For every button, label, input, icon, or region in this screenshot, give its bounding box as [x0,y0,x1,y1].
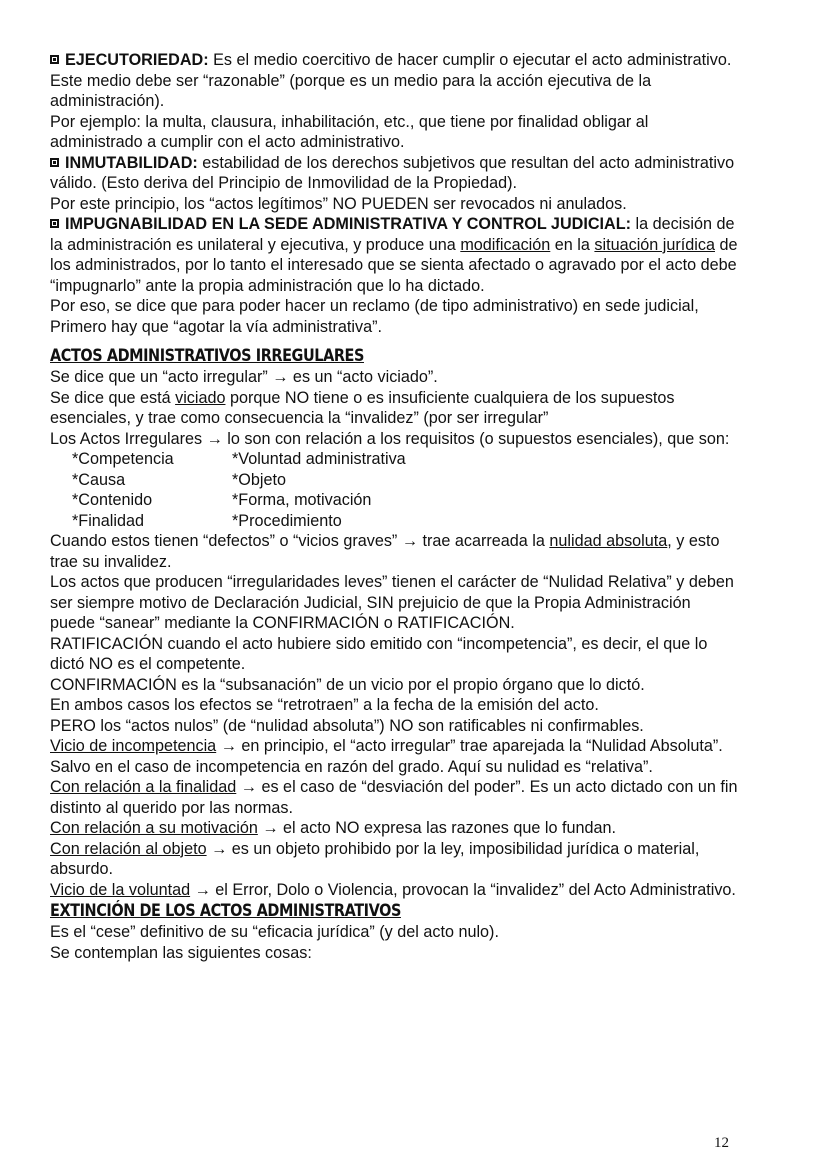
list-item: *Contenido [72,491,153,509]
impugnabilidad-paragraph: IMPUGNABILIDAD EN LA SEDE ADMINISTRATIVA Y CONTROL JUDICIAL: la decisión de la administración es unilateral y ejecutiva, y produce una modificación en la situación jurídica de los administrados, por lo tanto el interesado que se sienta afectado o agravado por el acto debe “impugnarlo” ante la propia administración que lo ha dictado. [50,215,738,295]
document-page [50,50,740,963]
arrow-icon: → [194,880,211,899]
page-number: 12 [714,1135,729,1151]
principio-paragraph: Por este principio, los “actos legítimos” NO PUEDEN ser revocados ni anulados. [50,194,627,213]
irregular-line-13: Con relación a su motivación → el acto NO expresa las razones que lo fundan. [50,819,616,837]
extincion-line-1: Es el “cese” definitivo de su “eficacia jurídica” (y del acto nulo). [50,923,499,941]
reclamo-paragraph: Por eso, se dice que para poder hacer un reclamo (de tipo administrativo) en sede judicial, Primero hay que “agotar la vía administrativa”. [50,297,699,336]
square-bullet-icon [50,219,59,228]
ejemplo-paragraph: Por ejemplo: la multa, clausura, inhabilitación, etc., que tiene por finalidad obligar al administrado a cumplir con el acto administrativo. [50,112,649,151]
irregular-line-12: Con relación a la finalidad → es el caso de “desviación del poder”. Es un acto dictado con un fin distinto al querido por las normas. [50,778,738,817]
list-item: *Forma, motivación [232,491,372,509]
extincion-line-2: Se contemplan las siguientes cosas: [50,943,312,962]
arrow-icon: → [262,819,279,837]
irregular-line-3: Los Actos Irregulares → lo son con relación a los requisitos (o supuestos esenciales), que son: [50,429,730,448]
list-item: *Finalidad [72,511,144,530]
square-bullet-icon [50,55,59,64]
arrow-icon: → [220,737,237,755]
irregular-line-6: RATIFICACIÓN cuando el acto hubiere sido emitido con “incompetencia”, es decir, el que lo dictó NO es el competente. [50,634,708,673]
arrow-icon: → [240,778,257,796]
arrow-icon: → [272,368,289,386]
razonable-paragraph: Este medio debe ser “razonable” (porque es un medio para la acción ejecutiva de la administración). [50,71,652,110]
irregular-line-14: Con relación al objeto → es un objeto prohibido por la ley, imposibilidad jurídica o material, absurdo. [50,839,700,878]
list-item: *Causa [72,470,126,489]
section-heading-extincion: EXTINCIÓN DE LOS ACTOS ADMINISTRATIVOS [50,901,401,921]
list-item: *Voluntad administrativa [232,450,406,468]
arrow-icon: → [211,839,228,858]
ejecutoriedad-paragraph: EJECUTORIEDAD: Es el medio coercitivo de hacer cumplir o ejecutar el acto administrativo. [50,50,740,71]
square-bullet-icon [50,158,59,167]
list-item: *Competencia [72,450,174,468]
irregular-line-10: Vicio de incompetencia → en principio, el “acto irregular” trae aparejada la “Nulidad Absoluta”. [50,737,723,755]
irregular-line-5: Los actos que producen “irregularidades leves” tienen el carácter de “Nulidad Relativa” y deben ser siempre motivo de Declaración Judicial, SIN prejuicio de que la Propia Administración puede “sanear” mediante la CONFIRMACIÓN o RATIFICACIÓN. [50,573,734,632]
irregular-line-15: Vicio de la voluntad → el Error, Dolo o Violencia, provocan la “invalidez” del Acto Administrativo. [50,880,736,899]
requisitos-list [72,449,740,531]
irregular-line-8: En ambos casos los efectos se “retrotraen” a la fecha de la emisión del acto. [50,696,599,714]
irregular-line-7: CONFIRMACIÓN es la “subsanación” de un vicio por el propio órgano que lo dictó. [50,675,645,694]
irregular-line-4: Cuando estos tienen “defectos” o “vicios graves” → trae acarreada la nulidad absoluta, y esto trae su invalidez. [50,532,720,571]
list-item: *Objeto [232,470,286,489]
irregular-line-9: PERO los “actos nulos” (de “nulidad absoluta”) NO son ratificables ni confirmables. [50,716,644,735]
section-heading-irregulares: ACTOS ADMINISTRATIVOS IRREGULARES [50,346,364,366]
inmutabilidad-paragraph: INMUTABILIDAD: estabilidad de los derechos subjetivos que resultan del acto administrativo válido. (Esto deriva del Principio de Inmovilidad de la Propiedad). [50,153,735,192]
irregular-line-1: Se dice que un “acto irregular” → es un “acto viciado”. [50,368,438,386]
irregular-line-2: Se dice que está viciado porque NO tiene o es insuficiente cualquiera de los supuestos esenciales, y trae como consecuencia la “invalidez” (por ser irregular” [50,388,675,427]
arrow-icon: → [206,429,223,448]
arrow-icon: → [401,532,418,550]
irregular-line-11: Salvo en el caso de incompetencia en razón del grado. Aquí su nulidad es “relativa”. [50,757,653,776]
list-item: *Procedimiento [232,511,342,530]
